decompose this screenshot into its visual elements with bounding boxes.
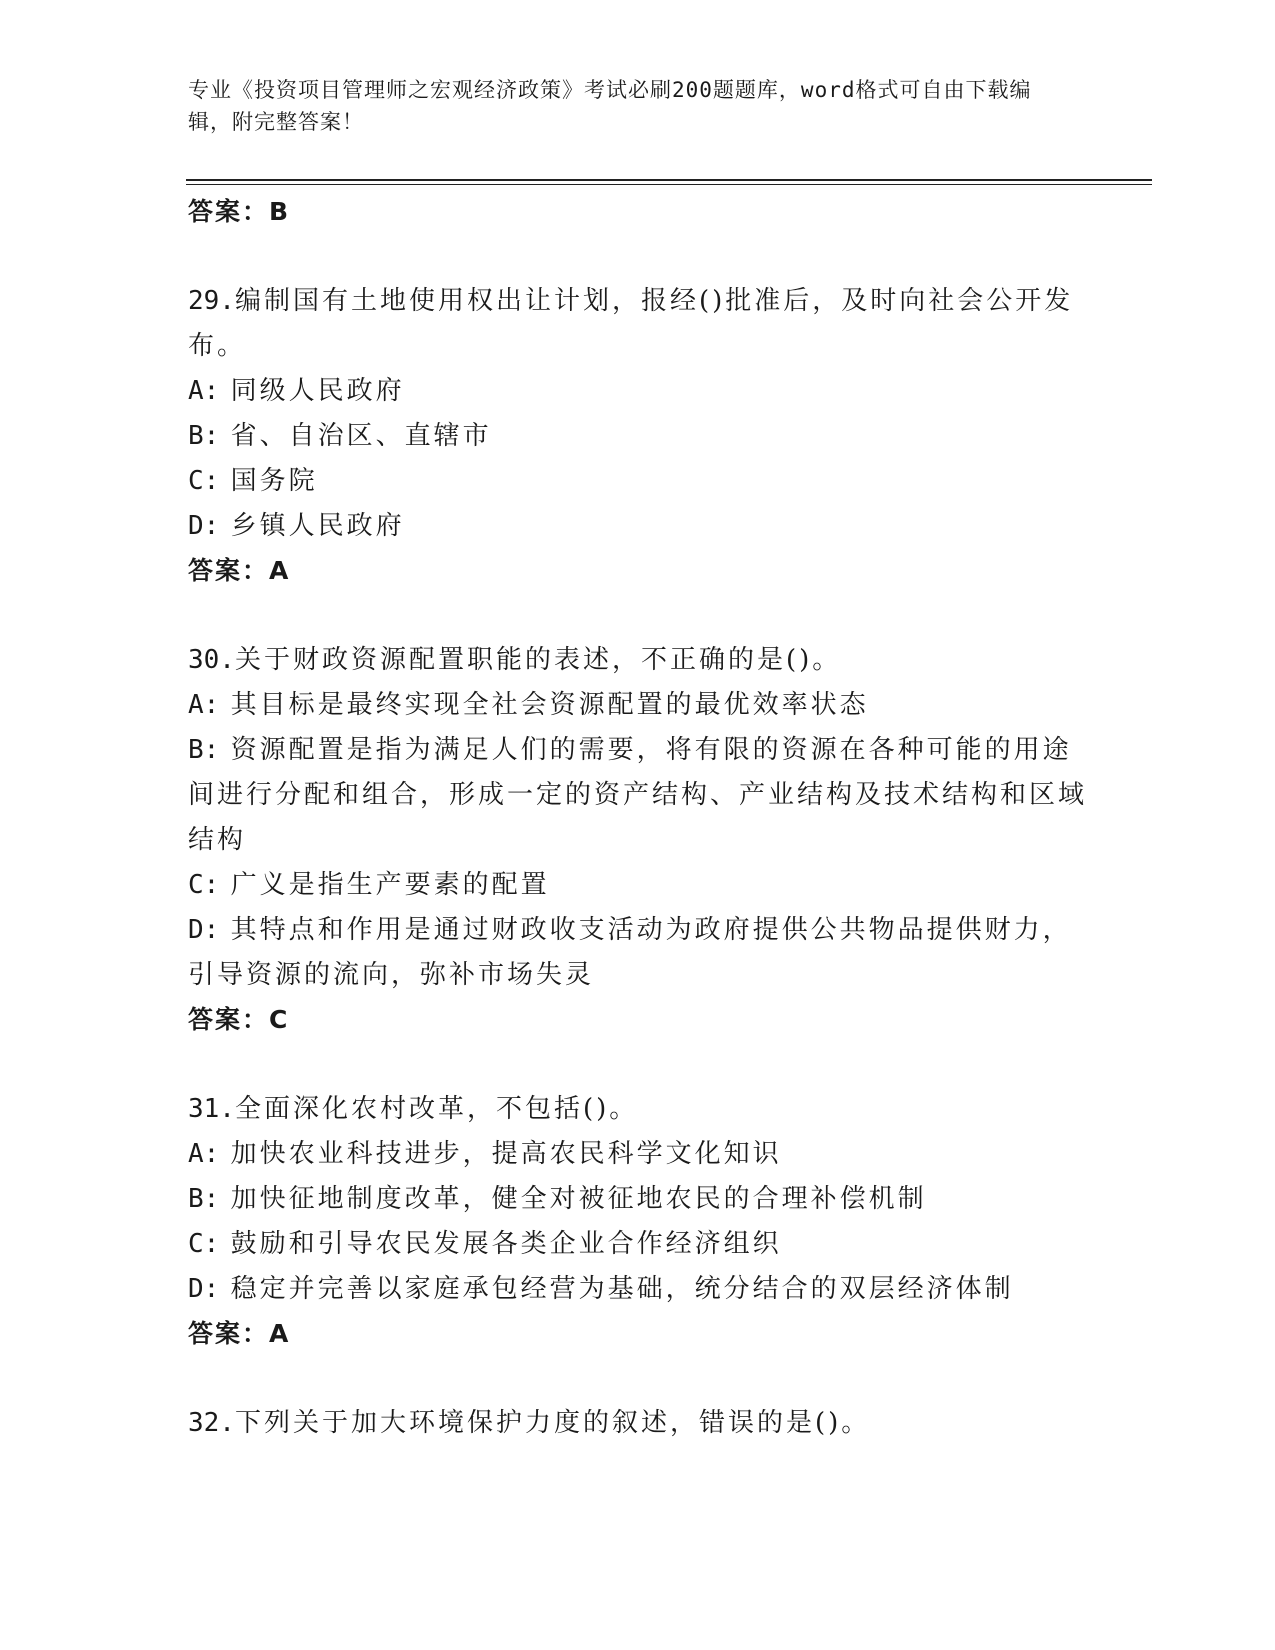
answer-line: [188, 549, 1088, 593]
option-text: 同级人民政府: [230, 376, 405, 406]
option-key: C:: [188, 1229, 220, 1259]
option-a: [188, 369, 1088, 414]
option-text: 资源配置是指为满足人们的需要，将有限的资源在各种可能的用途间进行分配和组合，形成一定的资产结构、产业结构及技术结构和区域结构: [188, 735, 1088, 855]
answer-value: B: [269, 197, 291, 226]
question-list: [188, 190, 1088, 1446]
question-item: [188, 279, 1088, 593]
answer-value: A: [269, 1319, 291, 1348]
question-item: [188, 1087, 1088, 1356]
question-stem: [188, 279, 1088, 369]
question-number: 32.: [188, 1408, 235, 1438]
option-text: 其目标是最终实现全社会资源配置的最优效率状态: [230, 690, 869, 720]
option-text: 鼓励和引导农民发展各类企业合作经济组织: [230, 1229, 782, 1259]
option-key: D:: [188, 915, 220, 945]
question-stem: [188, 1087, 1088, 1132]
option-key: B:: [188, 1184, 220, 1214]
answer-value: A: [269, 556, 291, 585]
option-c: [188, 1222, 1088, 1267]
option-key: C:: [188, 870, 220, 900]
option-text: 稳定并完善以家庭承包经营为基础，统分结合的双层经济体制: [230, 1274, 1014, 1304]
option-text: 其特点和作用是通过财政收支活动为政府提供公共物品提供财力，引导资源的流向，弥补市场失灵: [188, 915, 1072, 990]
answer-label: 答案：: [188, 197, 270, 226]
answer-label: 答案：: [188, 1005, 270, 1034]
header-rule-thin: [186, 184, 1152, 185]
question-text: 编制国有土地使用权出让计划，报经()批准后，及时向社会公开发布。: [188, 286, 1074, 361]
answer-value: C: [269, 1005, 290, 1034]
answer-label: 答案：: [188, 1319, 270, 1348]
question-number: 31.: [188, 1094, 235, 1124]
option-key: A:: [188, 690, 220, 720]
option-c: [188, 459, 1088, 504]
question-stem: [188, 1401, 1088, 1446]
option-b: [188, 728, 1088, 863]
option-key: B:: [188, 735, 220, 765]
option-text: 广义是指生产要素的配置: [230, 870, 550, 900]
answer-line: [188, 190, 1088, 234]
option-b: [188, 414, 1088, 459]
page-header: [188, 74, 1068, 138]
option-d: [188, 504, 1088, 549]
option-key: A:: [188, 1139, 220, 1169]
option-key: D:: [188, 511, 220, 541]
option-a: [188, 683, 1088, 728]
question-text: 下列关于加大环境保护力度的叙述，错误的是()。: [234, 1408, 871, 1438]
option-text: 乡镇人民政府: [230, 511, 405, 541]
question-number: 30.: [188, 645, 235, 675]
header-text: 专业《投资项目管理师之宏观经济政策》考试必刷200题题库，word格式可自由下载编辑，附完整答案！: [188, 78, 1032, 134]
option-key: D:: [188, 1274, 220, 1304]
option-text: 加快征地制度改革，健全对被征地农民的合理补偿机制: [230, 1184, 927, 1214]
option-key: A:: [188, 376, 220, 406]
header-rule: [186, 179, 1152, 181]
answer-line: [188, 1312, 1088, 1356]
option-a: [188, 1132, 1088, 1177]
question-stem: [188, 638, 1088, 683]
answer-label: 答案：: [188, 556, 270, 585]
question-number: 29.: [188, 286, 235, 316]
option-b: [188, 1177, 1088, 1222]
option-d: [188, 908, 1088, 998]
option-text: 国务院: [230, 466, 318, 496]
option-text: 省、自治区、直辖市: [230, 421, 492, 451]
option-text: 加快农业科技进步，提高农民科学文化知识: [230, 1139, 782, 1169]
answer-line: [188, 998, 1088, 1042]
option-key: C:: [188, 466, 220, 496]
question-item: [188, 638, 1088, 1042]
question-text: 关于财政资源配置职能的表述，不正确的是()。: [234, 645, 842, 675]
option-c: [188, 863, 1088, 908]
question-text: 全面深化农村改革，不包括()。: [234, 1094, 639, 1124]
option-d: [188, 1267, 1088, 1312]
question-item: [188, 1401, 1088, 1446]
option-key: B:: [188, 421, 220, 451]
